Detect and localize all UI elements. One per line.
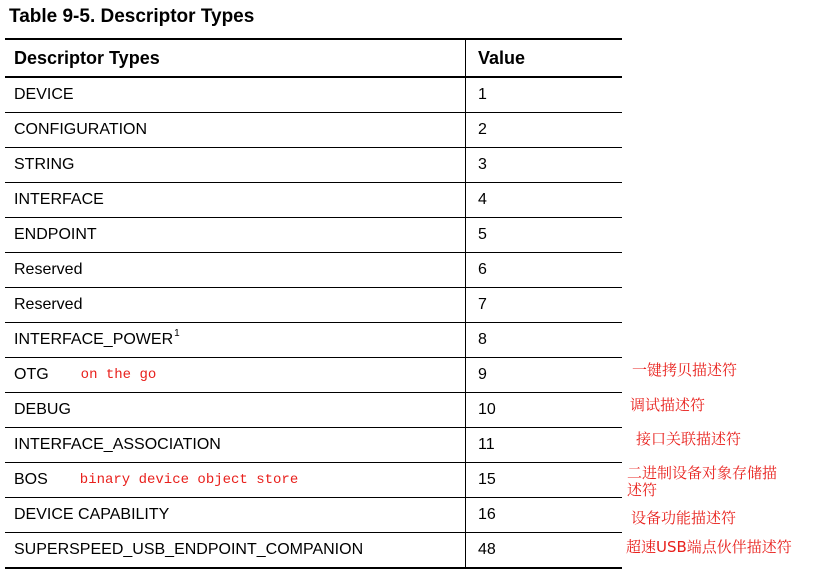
cell-descriptor-type: INTERFACE_ASSOCIATION [14,436,221,453]
cell-value: 1 [478,86,487,103]
cell-value: 4 [478,191,487,208]
table-row [5,533,622,569]
column-divider [465,533,466,567]
column-divider [465,218,466,252]
interface-association-side-note: 接口关联描述符 [636,430,742,448]
bos-annotation: binary device object store [79,472,299,488]
column-divider [465,393,466,427]
debug-side-note: 调试描述符 [630,396,706,414]
cell-value: 11 [478,436,495,453]
column-divider [465,358,466,392]
cell-value: 3 [478,156,487,173]
cell-value: 9 [478,366,487,383]
table-row [5,253,622,288]
cell-descriptor-type: CONFIGURATION [14,121,148,138]
device-capability-side-note: 设备功能描述符 [631,509,737,527]
descriptor-types-table [5,38,622,569]
superspeed-side-note: 超速USB端点伙伴描述符 [626,538,792,556]
column-divider [465,148,466,182]
column-divider [465,253,466,287]
table-row [5,463,622,498]
table-caption: Table 9-5. Descriptor Types [9,6,255,27]
otg-side-note: 一键拷贝描述符 [632,361,738,379]
footnote-marker: 1 [174,327,180,339]
cell-value: 2 [478,121,487,138]
cell-value: 10 [478,401,496,418]
cell-descriptor-type: Reserved [14,261,83,278]
cell-descriptor-type: Reserved [14,296,83,313]
header-value: Value [478,47,526,68]
column-divider [465,498,466,532]
cell-descriptor-type [14,323,180,357]
cell-value: 7 [478,296,487,313]
header-descriptor-types: Descriptor Types [14,47,160,68]
column-divider [465,323,466,357]
cell-descriptor-type: SUPERSPEED_USB_ENDPOINT_COMPANION [14,541,364,558]
table-row [5,113,622,148]
column-divider [465,78,466,112]
table-row [5,393,622,428]
column-divider [465,428,466,462]
column-divider [465,183,466,217]
cell-value: 8 [478,331,487,348]
table-row [5,183,622,218]
cell-value: 5 [478,226,487,243]
descriptor-type-text: OTG [14,366,49,383]
cell-value: 6 [478,261,487,278]
column-divider [465,288,466,322]
cell-descriptor-type: ENDPOINT [14,226,97,243]
cell-descriptor-type [14,463,298,497]
table-row [5,288,622,323]
otg-annotation: on the go [80,367,157,383]
table-row [5,428,622,463]
column-divider [465,113,466,147]
table-row [5,218,622,253]
table-row [5,498,622,533]
cell-descriptor-type: INTERFACE [14,191,104,208]
cell-value: 48 [478,541,496,558]
cell-descriptor-type [14,358,156,392]
cell-descriptor-type: STRING [14,156,75,173]
cell-descriptor-type: DEVICE [14,86,74,103]
table-header-row [5,40,622,78]
cell-value: 15 [478,471,496,488]
cell-value: 16 [478,506,496,523]
table-row [5,358,622,393]
column-divider [465,40,466,76]
column-divider [465,463,466,497]
descriptor-type-text: INTERFACE_POWER [14,331,174,348]
cell-descriptor-type: DEBUG [14,401,71,418]
cell-descriptor-type: DEVICE CAPABILITY [14,506,170,523]
table-row [5,323,622,358]
bos-side-note-line-2: 述符 [627,481,658,499]
descriptor-type-text: BOS [14,471,48,488]
table-row [5,78,622,113]
table-row [5,148,622,183]
bos-side-note-line-1: 二进制设备对象存储描 [627,464,778,482]
